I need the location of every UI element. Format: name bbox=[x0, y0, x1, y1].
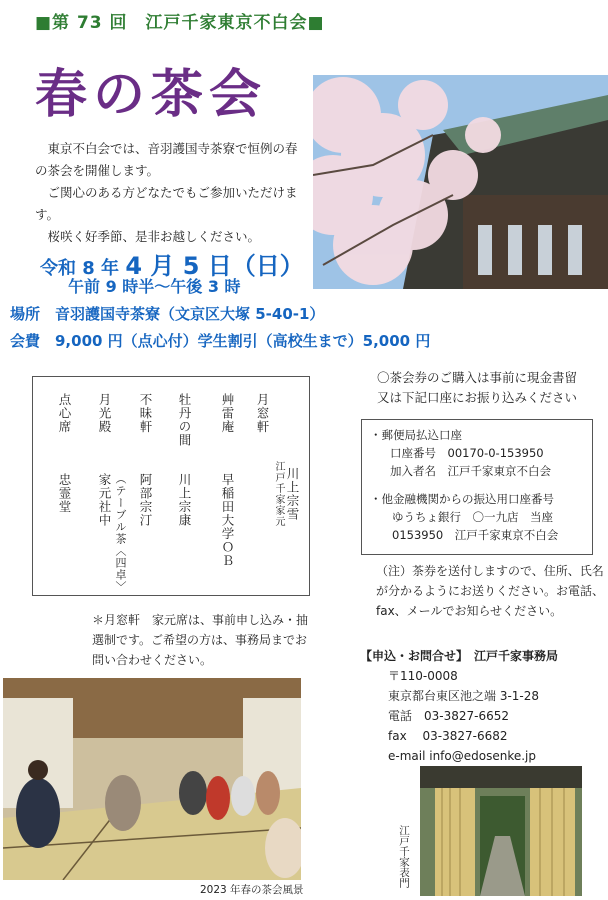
contact-info bbox=[360, 646, 600, 766]
event-header: ■第 73 回 江戸千家東京不白会■ bbox=[35, 13, 325, 33]
seat-room: 月窓軒 bbox=[255, 393, 270, 434]
other-bank-branch: ゆうちょ銀行 〇一九店 当座 bbox=[392, 510, 553, 524]
seat-host-name: 家元社中 bbox=[97, 473, 112, 527]
contact-phone: 電話 03-3827-6652 bbox=[388, 709, 510, 723]
intro-paragraph-1: 東京不白会では、音羽護国寺茶寮で恒例の春の茶会を開催します。 bbox=[35, 141, 298, 178]
seat-room: 点心席 bbox=[57, 393, 72, 434]
event-title: 春の茶会 bbox=[35, 64, 268, 125]
seat-host-name: 川上宗康 bbox=[177, 473, 192, 527]
intro-paragraph-2: ご関心のある方どなたでもご参加いただけます。 bbox=[35, 185, 298, 222]
seat-room: 牡丹の間 bbox=[177, 393, 192, 447]
intro-paragraph-3: 桜咲く好季節、是非お越しください。 bbox=[47, 229, 261, 244]
date-era: 令和 8 年 bbox=[40, 258, 120, 279]
temple-cherry-photo bbox=[313, 75, 608, 289]
event-venue: 場所 音羽護国寺茶寮（文京区大塚 5-40-1） bbox=[10, 305, 325, 323]
contact-address: 東京都台東区池之端 3-1-28 bbox=[388, 689, 540, 703]
tea-ceremony-photo bbox=[3, 678, 301, 880]
purchase-notice bbox=[377, 368, 605, 408]
other-bank-title: ・他金融機関からの振込用口座番号 bbox=[370, 492, 554, 506]
seat-room: 不昧軒 bbox=[138, 393, 153, 434]
contact-title: 【申込・お問合せ】 江戸千家事務局 bbox=[360, 649, 559, 663]
photo-caption: 2023 年春の茶会風景 bbox=[200, 884, 304, 896]
gate-photo-caption: 江戸千家表門 bbox=[398, 825, 410, 888]
other-bank-number: 0153950 江戸千家東京不白会 bbox=[392, 528, 559, 542]
date-month-day: 4 月 5 日（日） bbox=[125, 252, 304, 280]
seat-host-name: 忠霊堂 bbox=[57, 473, 72, 514]
postal-account-name: 加入者名 江戸千家東京不白会 bbox=[390, 464, 551, 478]
contact-email[interactable]: e-mail info@edosenke.jp bbox=[388, 749, 536, 763]
event-fee: 会費 9,000 円（点心付）学生割引（高校生まで）5,000 円 bbox=[10, 332, 431, 350]
seat-room: 月光殿 bbox=[97, 393, 112, 434]
shipping-note: （注）茶券を送付しますので、住所、氏名が分かるようにお送りください。お電話、fax、メールでお知らせください。 bbox=[376, 564, 605, 618]
postal-account-title: ・郵便局払込口座 bbox=[370, 428, 462, 442]
seat-host-name: 早稲田大学ＯＢ bbox=[220, 473, 235, 568]
seat-list-box bbox=[32, 376, 310, 596]
intro-text bbox=[35, 138, 307, 248]
gate-photo bbox=[420, 766, 582, 896]
bank-account-box bbox=[361, 419, 593, 555]
purchase-notice-line-1: 〇茶会券のご購入は事前に現金書留 bbox=[377, 370, 578, 385]
seat-room: 艸雷庵 bbox=[220, 393, 235, 434]
postal-account-number: 口座番号 00170-0-153950 bbox=[390, 446, 544, 460]
contact-fax: fax 03-3827-6682 bbox=[388, 729, 508, 743]
seat-host-sub: （テーブル茶〈四卓〉 bbox=[114, 473, 127, 593]
seat-host-name: 阿部宗汀 bbox=[138, 473, 153, 527]
contact-zip: 〒110-0008 bbox=[388, 669, 458, 683]
purchase-notice-line-2: 又は下記口座にお振り込みください bbox=[377, 390, 578, 405]
seat-note: ＊月窓軒 家元席は、事前申し込み・抽選制です。ご希望の方は、事務局までお問い合わせください。 bbox=[92, 613, 309, 667]
seat-host-name: 川上宗雪 bbox=[285, 467, 300, 521]
seat-host-title: 江戸千家家元 bbox=[273, 461, 284, 527]
event-time: 午前 9 時半〜午後 3 時 bbox=[68, 277, 241, 296]
